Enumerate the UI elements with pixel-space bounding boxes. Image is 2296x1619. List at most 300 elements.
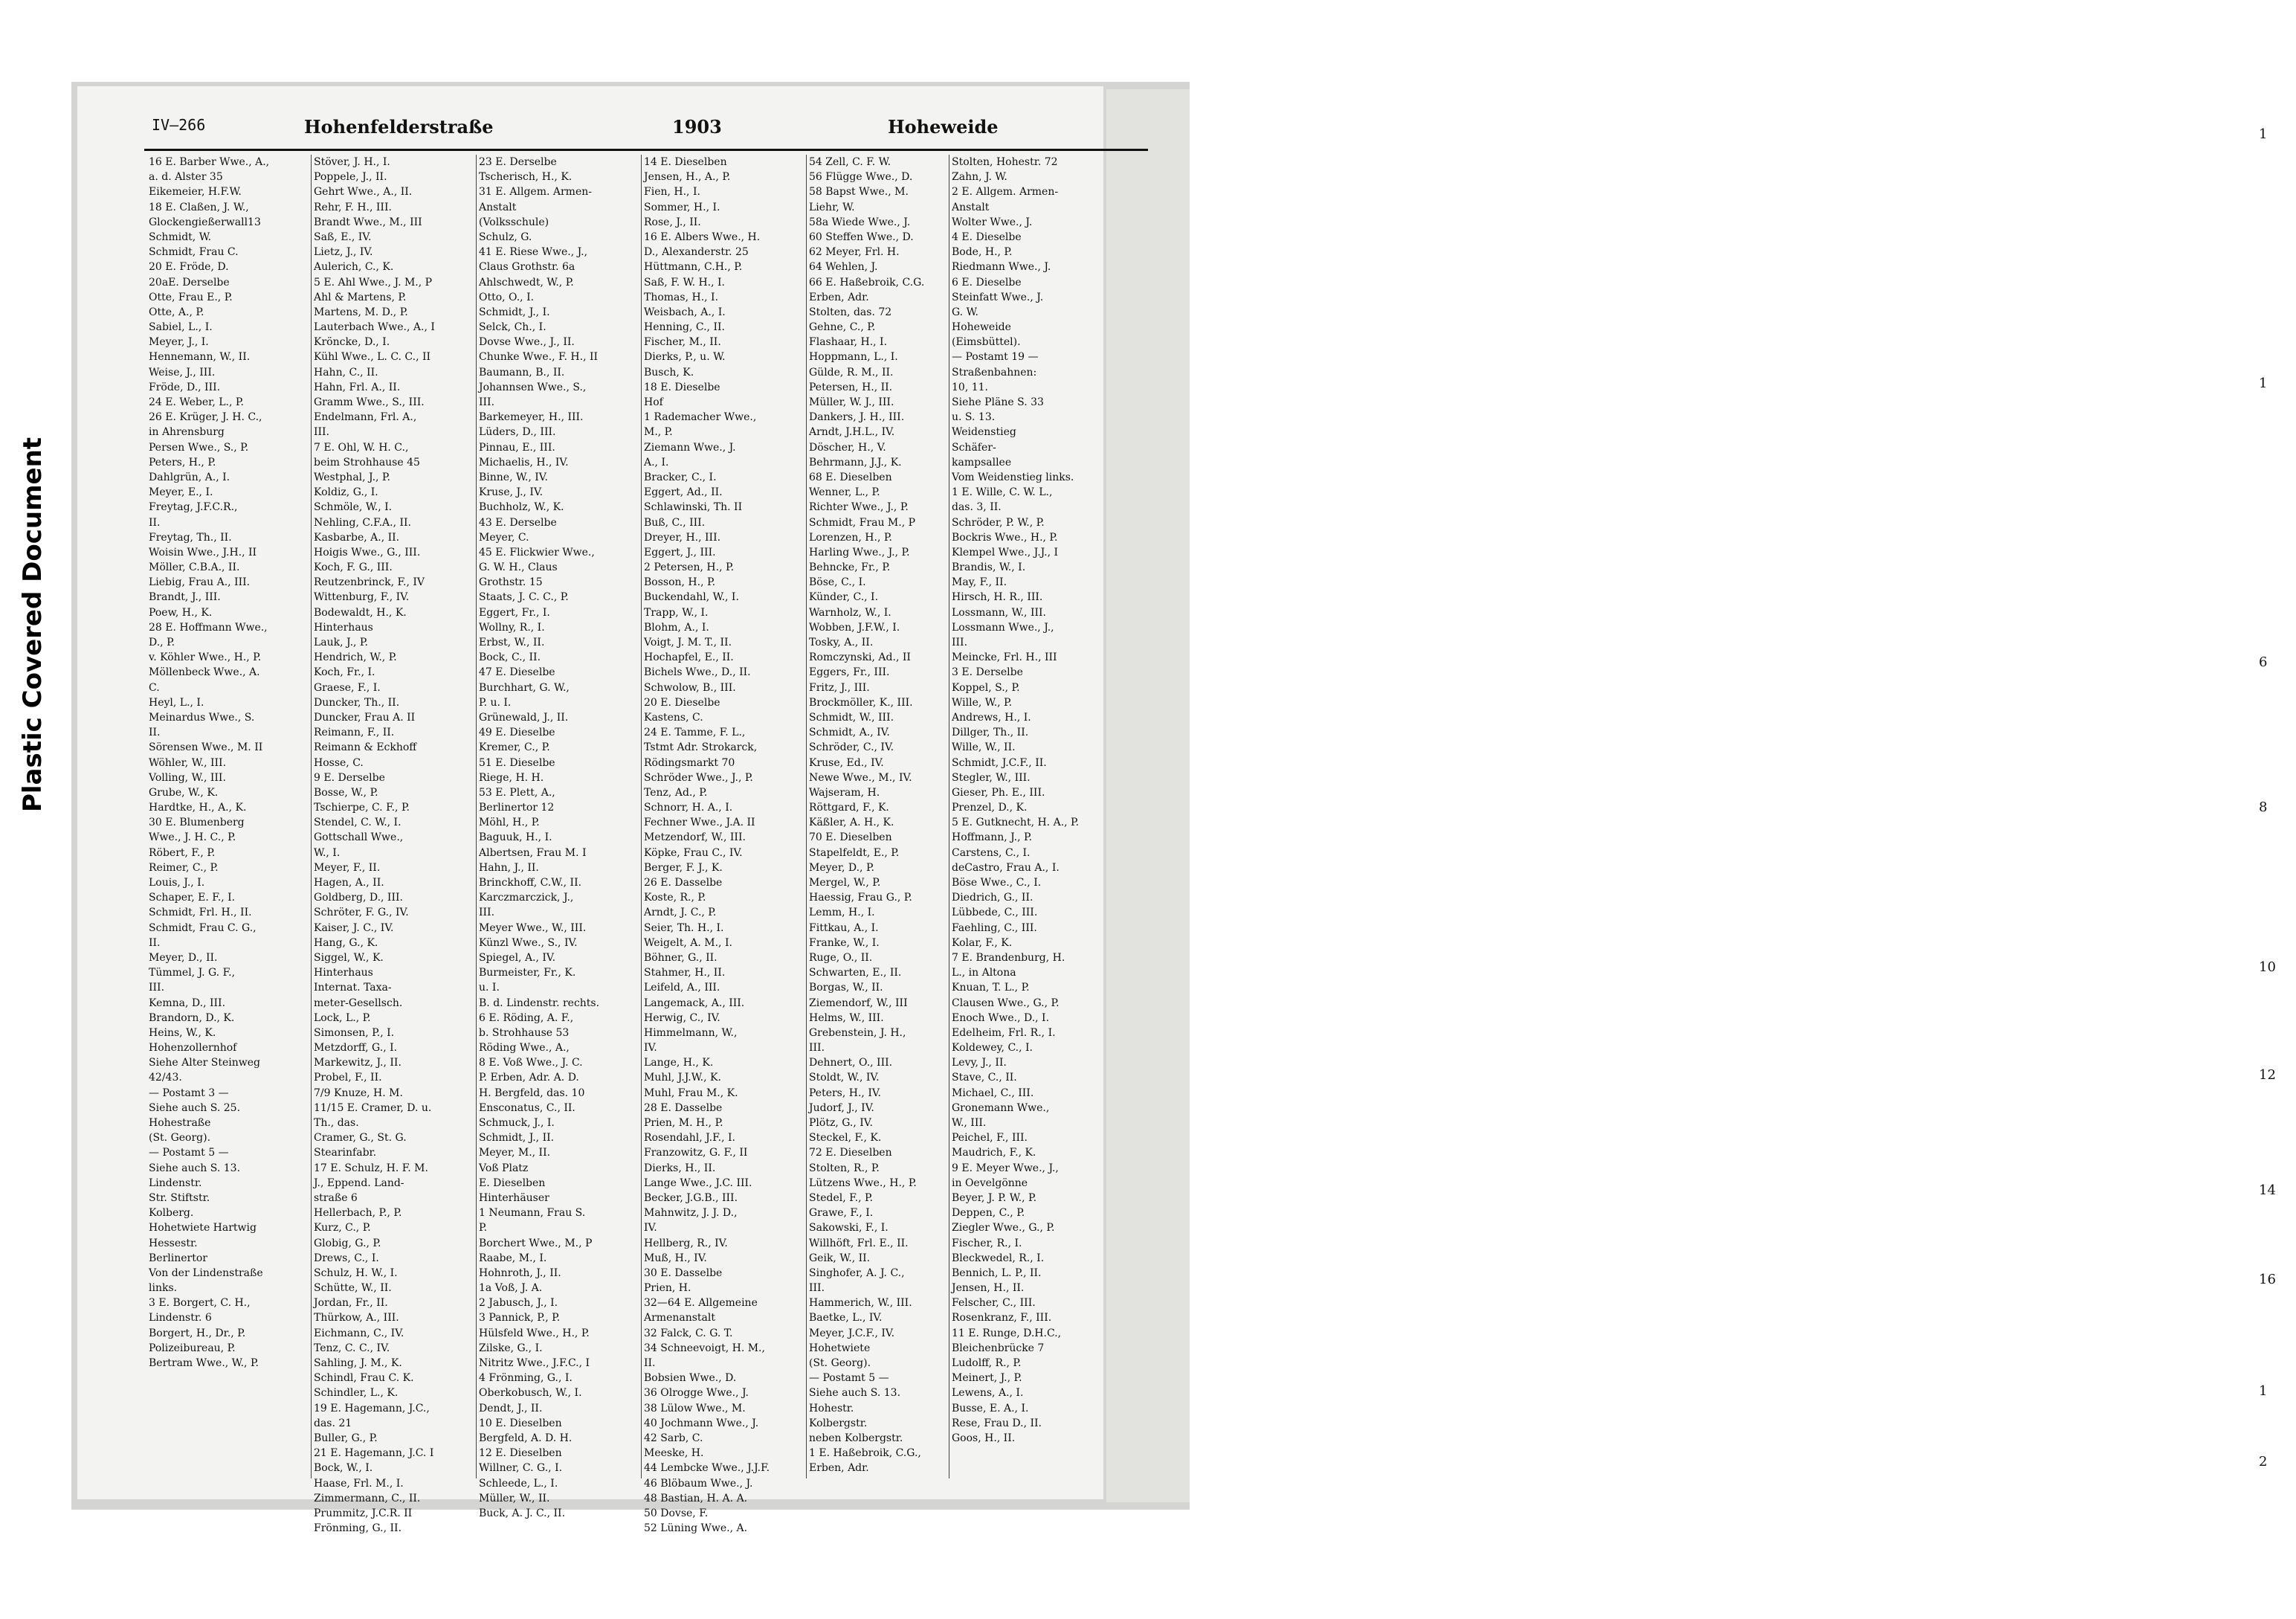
directory-entry: Liebig, Frau A., III. <box>149 576 251 589</box>
directory-entry: Steckel, F., K. <box>809 1132 882 1145</box>
column-divider <box>806 155 807 1478</box>
directory-entry: Stendel, C. W., I. <box>314 817 402 829</box>
directory-entry: Dierks, P., u. W. <box>644 351 726 364</box>
directory-entry: Wenner, L., P. <box>809 486 880 499</box>
directory-entry: 62 Meyer, Frl. H. <box>809 246 900 259</box>
directory-entry: 44 Lembcke Wwe., J.J.F. <box>644 1462 770 1475</box>
directory-entry: Heins, W., K. <box>149 1026 216 1039</box>
directory-entry: Hellberg, R., IV. <box>644 1237 728 1249</box>
directory-entry: Muß, H., IV. <box>644 1252 707 1264</box>
directory-entry: Schröder, P. W., P. <box>952 516 1045 529</box>
directory-entry: Hoppmann, L., I. <box>809 351 898 364</box>
directory-entry: Sabiel, L., I. <box>149 321 213 334</box>
directory-entry: W., I. <box>314 846 341 859</box>
directory-entry: Nitritz Wwe., J.F.C., I <box>479 1357 590 1369</box>
year: 1903 <box>672 116 722 138</box>
directory-entry: Hochapfel, E., II. <box>644 651 734 664</box>
directory-entry: Hoffmann, J., P. <box>952 831 1033 844</box>
directory-entry: Peters, H., P. <box>149 456 216 469</box>
directory-entry: — Postamt 5 — <box>809 1372 889 1385</box>
directory-entry: Kolberg. <box>149 1207 194 1220</box>
directory-entry: das. 3, II. <box>952 501 1002 514</box>
directory-entry: Kolbergstr. <box>809 1417 868 1429</box>
margin-number: 1 <box>2259 126 2268 142</box>
directory-entry: Wobben, J.F.W., I. <box>809 621 900 634</box>
directory-entry: Bodewaldt, H., K. <box>314 606 407 619</box>
directory-entry: 56 Flügge Wwe., D. <box>809 171 913 184</box>
directory-entry: Röttgard, F., K. <box>809 802 889 814</box>
directory-entry: Erbst, W., II. <box>479 637 545 648</box>
directory-entry: Rosendahl, J.F., I. <box>644 1132 735 1145</box>
directory-entry: Hosse, C. <box>314 756 364 769</box>
directory-entry: u. S. 13. <box>952 411 996 424</box>
directory-entry: Harling Wwe., J., P. <box>809 546 910 559</box>
directory-entry: 58 Bapst Wwe., M. <box>809 186 909 199</box>
directory-entry: 1 Rademacher Wwe., <box>644 411 757 424</box>
directory-entry: Koch, F. G., III. <box>314 561 393 574</box>
side-label-box <box>0 416 65 833</box>
directory-entry: 10 E. Dieselben <box>479 1417 562 1429</box>
directory-entry: Franke, W., I. <box>809 936 880 949</box>
directory-entry: Otte, Frau E., P. <box>149 291 233 303</box>
directory-entry: Siehe auch S. 13. <box>809 1387 901 1400</box>
directory-entry: III. <box>149 982 165 994</box>
directory-entry: II. <box>149 936 161 949</box>
directory-entry: Louis, J., I. <box>149 877 205 889</box>
directory-entry: Dreyer, H., III. <box>644 531 721 544</box>
directory-entry: Kruse, J., IV. <box>479 486 544 499</box>
directory-entry: G. W. <box>952 306 978 318</box>
directory-entry: Langemack, A., III. <box>644 997 745 1009</box>
directory-entry: Künzl Wwe., S., IV. <box>479 936 578 949</box>
directory-entry: Wollny, R., I. <box>479 621 545 634</box>
directory-entry: Barkemeyer, H., III. <box>479 411 584 424</box>
directory-entry: 2 E. Allgem. Armen- <box>952 186 1059 199</box>
directory-entry: Bleichenbrücke 7 <box>952 1342 1045 1354</box>
directory-entry: Schulz, H. W., I. <box>314 1266 398 1279</box>
directory-entry: May, F., II. <box>952 576 1007 589</box>
column-3 <box>479 155 638 1521</box>
directory-entry: Bichels Wwe., D., II. <box>644 666 751 679</box>
directory-entry: Saß, F. W. H., I. <box>644 276 726 289</box>
directory-entry: Clausen Wwe., G., P. <box>952 997 1060 1009</box>
margin-number: 1 <box>2259 376 2268 391</box>
directory-entry: Stolten, R., P. <box>809 1162 880 1174</box>
directory-entry: Knuan, T. L., P. <box>952 982 1030 994</box>
directory-entry: Frönming, G., II. <box>314 1522 402 1535</box>
directory-entry: 70 E. Dieselben <box>809 831 892 844</box>
directory-entry: 20 E. Fröde, D. <box>149 261 229 274</box>
directory-entry: Böhner, G., II. <box>644 951 718 964</box>
directory-entry: Ludolff, R., P. <box>952 1357 1022 1369</box>
directory-entry: Riedmann Wwe., J. <box>952 261 1051 274</box>
directory-entry: (St. Georg). <box>809 1357 871 1369</box>
margin-number: 6 <box>2259 654 2268 670</box>
directory-entry: Diedrich, G., II. <box>952 892 1033 904</box>
column-5 <box>809 155 968 1476</box>
directory-entry: 32 Falck, C. G. T. <box>644 1327 733 1339</box>
directory-entry: (Eimsbüttel). <box>952 336 1021 349</box>
directory-entry: Reimann & Eckhoff <box>314 741 417 754</box>
directory-entry: Kruse, Ed., IV. <box>809 756 884 769</box>
directory-entry: Schmidt, W. <box>149 231 212 243</box>
directory-entry: Fien, H., I. <box>644 186 700 199</box>
directory-entry: Borgas, W., II. <box>809 982 883 994</box>
directory-entry: Von der Lindenstraße <box>149 1266 263 1279</box>
directory-entry: Wolter Wwe., J. <box>952 216 1033 228</box>
directory-entry: 16 E. Albers Wwe., H. <box>644 231 761 243</box>
directory-entry: (Volksschule) <box>479 216 549 228</box>
directory-entry: Köpke, Frau C., IV. <box>644 846 743 859</box>
directory-entry: Dovse Wwe., J., II. <box>479 336 575 349</box>
directory-entry: 72 E. Dieselben <box>809 1147 892 1159</box>
directory-entry: Hirsch, H. R., III. <box>952 591 1043 604</box>
directory-entry: Möllenbeck Wwe., A. <box>149 666 260 679</box>
directory-entry: 11/15 E. Cramer, D. u. <box>314 1101 432 1114</box>
directory-entry: J., Eppend. Land- <box>314 1177 404 1189</box>
directory-entry: Lietz, J., IV. <box>314 246 373 259</box>
directory-entry: Spiegel, A., IV. <box>479 951 556 964</box>
directory-entry: Schmidt, Frau C. G., <box>149 921 257 934</box>
directory-entry: Hof <box>644 396 663 408</box>
directory-entry: Weidenstieg <box>952 426 1016 439</box>
directory-entry: Peters, H., IV. <box>809 1087 881 1099</box>
directory-entry: 66 E. Haßebroik, C.G. <box>809 276 925 289</box>
directory-entry: Borchert Wwe., M., P <box>479 1237 593 1249</box>
directory-entry: Dierks, H., II. <box>644 1162 716 1174</box>
directory-entry: Andrews, H., I. <box>952 711 1031 724</box>
directory-entry: — Postamt 3 — <box>149 1087 229 1099</box>
directory-entry: 26 E. Dasselbe <box>644 877 723 889</box>
directory-entry: Prien, M. H., P. <box>644 1117 723 1129</box>
directory-entry: Albertsen, Frau M. I <box>479 846 587 859</box>
directory-entry: 52 Lüning Wwe., A. <box>644 1522 748 1535</box>
directory-entry: III. <box>952 637 968 648</box>
directory-entry: Lossmann, W., III. <box>952 606 1046 619</box>
directory-entry: Möhl, H., P. <box>479 817 540 829</box>
directory-entry: Meyer, F., II. <box>314 861 381 874</box>
directory-entry: 5 E. Ahl Wwe., J. M., P <box>314 276 433 289</box>
page-number: IV—266 <box>152 116 206 134</box>
directory-entry: v. Köhler Wwe., H., P. <box>149 651 262 664</box>
directory-entry: Becker, J.G.B., III. <box>644 1191 738 1204</box>
directory-entry: Westphal, J., P. <box>314 471 390 483</box>
directory-entry: Kröncke, D., I. <box>314 336 390 349</box>
directory-entry: Himmelmann, W., <box>644 1026 738 1039</box>
directory-entry: Schmöle, W., I. <box>314 501 393 514</box>
directory-entry: Brandt Wwe., M., III <box>314 216 422 228</box>
directory-entry: Bock, W., I. <box>314 1462 373 1475</box>
directory-entry: Jensen, H., A., P. <box>644 171 731 184</box>
directory-entry: P. u. I. <box>479 696 512 709</box>
directory-entry: Bobsien Wwe., D. <box>644 1372 737 1385</box>
directory-entry: Berger, F. J., K. <box>644 861 723 874</box>
directory-entry: D., Alexanderstr. 25 <box>644 246 749 259</box>
directory-entry: Röbert, F., P. <box>149 846 216 859</box>
directory-entry: Behrmann, J.J., K. <box>809 456 902 469</box>
directory-entry: Schnorr, H. A., I. <box>644 802 733 814</box>
directory-entry: Reimann, F., II. <box>314 727 395 739</box>
directory-entry: III. <box>479 396 495 408</box>
directory-entry: Duncker, Frau A. II <box>314 711 416 724</box>
directory-entry: M., P. <box>644 426 673 439</box>
directory-entry: Stedel, F., P. <box>809 1191 874 1204</box>
directory-entry: Eggers, Fr., III. <box>809 666 890 679</box>
directory-entry: Ziegler Wwe., G., P. <box>952 1222 1055 1235</box>
directory-entry: Fritz, J., III. <box>809 681 870 694</box>
directory-entry: Schindl, Frau C. K. <box>314 1372 414 1385</box>
directory-entry: Stearinfabr. <box>314 1147 377 1159</box>
directory-entry: Stolten, Hohestr. 72 <box>952 156 1058 168</box>
directory-entry: Eggert, J., III. <box>644 546 716 559</box>
directory-entry: Voß Platz <box>479 1162 529 1174</box>
directory-entry: Schäfer- <box>952 441 996 454</box>
directory-entry: III. <box>314 426 330 439</box>
directory-entry: Jordan, Fr., II. <box>314 1297 388 1310</box>
directory-entry: Grawe, F., I. <box>809 1207 874 1220</box>
directory-entry: Stave, C., II. <box>952 1072 1017 1084</box>
directory-entry: Prenzel, D., K. <box>952 802 1028 814</box>
directory-entry: Bosse, W., P. <box>314 786 378 799</box>
directory-entry: Rehr, F. H., III. <box>314 201 392 213</box>
directory-entry: Hahn, J., II. <box>479 861 539 874</box>
directory-entry: Simonsen, P., I. <box>314 1026 395 1039</box>
directory-entry: — Postamt 5 — <box>149 1147 229 1159</box>
directory-entry: Behncke, Fr., P. <box>809 561 891 574</box>
directory-entry: Globig, G., P. <box>314 1237 381 1249</box>
column-2 <box>314 155 473 1536</box>
directory-entry: Poppele, J., II. <box>314 171 387 184</box>
directory-entry: Schleede, L., I. <box>479 1477 558 1490</box>
directory-entry: Buller, G., P. <box>314 1432 378 1444</box>
directory-entry: Koldewey, C., I. <box>952 1042 1033 1055</box>
directory-entry: Lewens, A., I. <box>952 1387 1024 1400</box>
directory-entry: Meeske, H. <box>644 1447 704 1460</box>
directory-entry: Steinfatt Wwe., J. <box>952 291 1044 303</box>
directory-entry: 10, 11. <box>952 381 988 393</box>
directory-entry: Meinardus Wwe., S. <box>149 711 255 724</box>
directory-entry: Lauterbach Wwe., A., I <box>314 321 435 334</box>
directory-entry: Meyer, D., II. <box>149 951 218 964</box>
directory-entry: Buck, A. J. C., II. <box>479 1507 566 1519</box>
directory-entry: Brandorn, D., K. <box>149 1011 235 1024</box>
directory-entry: 18 E. Claßen, J. W., <box>149 201 249 213</box>
directory-entry: Weise, J., III. <box>149 366 216 379</box>
directory-entry: Ahlschwedt, W., P. <box>479 276 574 289</box>
directory-entry: P. <box>479 1222 488 1235</box>
directory-entry: Goos, H., II. <box>952 1432 1016 1444</box>
directory-entry: Lindenstr. <box>149 1177 202 1189</box>
directory-entry: Kemna, D., III. <box>149 997 226 1009</box>
directory-entry: 54 Zell, C. F. W. <box>809 156 891 168</box>
margin-number: 10 <box>2259 959 2276 975</box>
directory-entry: u. I. <box>479 982 500 994</box>
directory-entry: Staats, J. C. C., P. <box>479 591 569 604</box>
directory-entry: Franzowitz, G. F., II <box>644 1147 748 1159</box>
directory-entry: 38 Lülow Wwe., M. <box>644 1402 746 1414</box>
directory-entry: Meinert, J., P. <box>952 1372 1022 1385</box>
directory-entry: Burmeister, Fr., K. <box>479 967 576 979</box>
directory-entry: 2 Petersen, H., P. <box>644 561 735 574</box>
directory-entry: Willner, C. G., I. <box>479 1462 563 1475</box>
page-header <box>152 116 1155 143</box>
facing-page-edge <box>1106 89 2276 1502</box>
directory-entry: Stahmer, H., II. <box>644 967 726 979</box>
directory-entry: Schmidt, J., II. <box>479 1132 555 1145</box>
directory-entry: Str. Stiftstr. <box>149 1191 210 1204</box>
directory-entry: Wille, W., P. <box>952 696 1013 709</box>
directory-entry: 3 Pannick, P., P. <box>479 1312 561 1325</box>
directory-entry: 1 Neumann, Frau S. <box>479 1207 586 1220</box>
directory-entry: Eggert, Fr., I. <box>479 606 550 619</box>
directory-entry: II. <box>149 727 161 739</box>
directory-entry: II. <box>149 516 161 529</box>
directory-entry: L., in Altona <box>952 967 1016 979</box>
directory-entry: Chunke Wwe., F. H., II <box>479 351 599 364</box>
directory-entry: Sommer, H., I. <box>644 201 720 213</box>
directory-entry: Lock, L., P. <box>314 1011 371 1024</box>
directory-entry: Hinterhaus <box>314 621 373 634</box>
margin-number: 2 <box>2259 1454 2268 1470</box>
directory-entry: Schröder Wwe., J., P. <box>644 771 753 784</box>
directory-entry: Buß, C., III. <box>644 516 706 529</box>
directory-entry: Voigt, J. M. T., II. <box>644 637 732 648</box>
directory-entry: Buckendahl, W., I. <box>644 591 739 604</box>
directory-entry: Lorenzen, H., P. <box>809 531 892 544</box>
directory-entry: Anstalt <box>479 201 517 213</box>
directory-entry: Kühl Wwe., L. C. C., II <box>314 351 431 364</box>
directory-entry: Dankers, J. H., III. <box>809 411 905 424</box>
directory-entry: Prien, H. <box>644 1282 691 1295</box>
directory-entry: III. <box>809 1042 825 1055</box>
directory-entry: Otte, A., P. <box>149 306 204 318</box>
plastic-covered-label: Plastic Covered Document <box>18 437 48 813</box>
directory-entry: 26 E. Krüger, J. H. C., <box>149 411 262 424</box>
directory-entry: Selck, Ch., I. <box>479 321 546 334</box>
directory-entry: Tschierpe, C. F., P. <box>314 802 410 814</box>
directory-entry: das. 21 <box>314 1417 352 1429</box>
directory-entry: 36 Olrogge Wwe., J. <box>644 1387 749 1400</box>
directory-entry: Eggert, Ad., II. <box>644 486 723 499</box>
directory-entry: Stolten, das. 72 <box>809 306 892 318</box>
directory-entry: Hessestr. <box>149 1237 198 1249</box>
directory-entry: beim Strohhause 45 <box>314 456 420 469</box>
directory-entry: Hahn, Frl. A., II. <box>314 381 401 393</box>
directory-entry: Künder, C., I. <box>809 591 879 604</box>
directory-entry: Plötz, G., IV. <box>809 1117 873 1129</box>
directory-entry: Erben, Adr. <box>809 291 869 303</box>
directory-entry: Lossmann Wwe., J., <box>952 621 1054 634</box>
header-rule <box>144 149 1148 151</box>
directory-entry: Meyer, E., I. <box>149 486 213 499</box>
directory-entry: Mergel, W., P. <box>809 877 881 889</box>
directory-entry: Goldberg, D., III. <box>314 892 403 904</box>
directory-entry: 19 E. Hagemann, J.C., <box>314 1402 430 1414</box>
left-street-title: Hohenfelderstraße <box>304 116 494 138</box>
directory-entry: Hüttmann, C.H., P. <box>644 261 743 274</box>
directory-entry: IV. <box>644 1042 657 1055</box>
directory-entry: 58a Wiede Wwe., J. <box>809 216 911 228</box>
directory-entry: Gronemann Wwe., <box>952 1101 1050 1114</box>
directory-entry: 24 E. Tamme, F. L., <box>644 727 746 739</box>
directory-entry: 6 E. Röding, A. F., <box>479 1011 574 1024</box>
directory-entry: deCastro, Frau A., I. <box>952 861 1060 874</box>
directory-entry: 4 E. Dieselbe <box>952 231 1022 243</box>
directory-entry: in Ahrensburg <box>149 426 225 439</box>
directory-entry: Weisbach, A., I. <box>644 306 726 318</box>
directory-entry: Claus Grothstr. 6a <box>479 261 575 274</box>
directory-entry: Bracker, C., I. <box>644 471 717 483</box>
directory-entry: Graese, F., I. <box>314 681 381 694</box>
directory-entry: Ahl & Martens, P. <box>314 291 407 303</box>
directory-entry: Straßenbahnen: <box>952 366 1037 379</box>
directory-entry: Johannsen Wwe., S., <box>479 381 587 393</box>
directory-entry: Baguuk, H., I. <box>479 831 552 844</box>
directory-entry: Bennich, L. P., II. <box>952 1266 1042 1279</box>
margin-number: 16 <box>2259 1272 2276 1287</box>
directory-entry: III. <box>479 907 495 919</box>
directory-entry: Singhofer, A. J. C., <box>809 1266 905 1279</box>
directory-entry: Lauk, J., P. <box>314 637 368 648</box>
directory-entry: Oberkobusch, W., I. <box>479 1387 582 1400</box>
directory-entry: 28 E. Hoffmann Wwe., <box>149 621 268 634</box>
directory-entry: Koldiz, G., I. <box>314 486 378 499</box>
directory-entry: Seier, Th. H., I. <box>644 921 724 934</box>
directory-entry: Duncker, Th., II. <box>314 696 400 709</box>
directory-entry: (St. Georg). <box>149 1132 211 1145</box>
directory-entry: 46 Blöbaum Wwe., J. <box>644 1477 753 1490</box>
directory-entry: Ziemann Wwe., J. <box>644 441 736 454</box>
directory-entry: Heyl, L., I. <box>149 696 204 709</box>
directory-entry: 64 Wehlen, J. <box>809 261 878 274</box>
directory-entry: Eikemeier, H.F.W. <box>149 186 242 199</box>
directory-entry: Stöver, J. H., I. <box>314 156 390 168</box>
directory-entry: Bertram Wwe., W., P. <box>149 1357 259 1369</box>
directory-entry: straße 6 <box>314 1191 358 1204</box>
directory-entry: Bleckwedel, R., I. <box>952 1252 1045 1264</box>
directory-entry: Leifeld, A., III. <box>644 982 720 994</box>
directory-entry: Kaiser, J. C., IV. <box>314 921 394 934</box>
directory-entry: 68 E. Dieselben <box>809 471 892 483</box>
directory-entry: W., III. <box>952 1117 987 1129</box>
directory-entry: Michaelis, H., IV. <box>479 456 569 469</box>
directory-entry: Dehnert, O., III. <box>809 1057 893 1069</box>
directory-entry: Persen Wwe., S., P. <box>149 441 249 454</box>
column-4 <box>644 155 803 1536</box>
directory-entry: Rosenkranz, F., III. <box>952 1312 1052 1325</box>
directory-entry: Bode, H., P. <box>952 246 1013 259</box>
directory-entry: Kremer, C., P. <box>479 741 550 754</box>
directory-entry: 30 E. Blumenberg <box>149 817 245 829</box>
directory-entry: Arndt, J.H.L., IV. <box>809 426 895 439</box>
directory-entry: 34 Schneevoigt, H. M., <box>644 1342 765 1354</box>
directory-entry: Stegler, W., III. <box>952 771 1031 784</box>
directory-entry: 4 Frönming, G., I. <box>479 1372 573 1385</box>
directory-entry: a. d. Alster 35 <box>149 171 223 184</box>
directory-entry: Blohm, A., I. <box>644 621 709 634</box>
directory-entry: Sörensen Wwe., M. II <box>149 741 263 754</box>
directory-entry: Ensconatus, C., II. <box>479 1101 575 1114</box>
directory-entry: III. <box>809 1282 825 1295</box>
directory-entry: Wwe., J. H. C., P. <box>149 831 236 844</box>
directory-entry: Reimer, C., P. <box>149 861 219 874</box>
directory-entry: Schmidt, A., IV. <box>809 727 890 739</box>
directory-entry: Freytag, J.F.C.R., <box>149 501 238 514</box>
directory-entry: Sakowski, F., I. <box>809 1222 889 1235</box>
directory-entry: 8 E. Voß Wwe., J. C. <box>479 1057 583 1069</box>
directory-entry: Lange, H., K. <box>644 1057 714 1069</box>
directory-entry: Hagen, A., II. <box>314 877 384 889</box>
